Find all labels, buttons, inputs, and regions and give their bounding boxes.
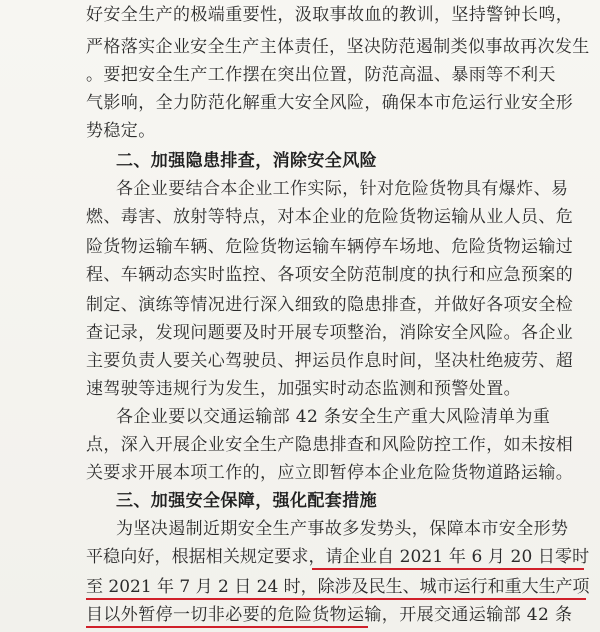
text-line-17: 关要求开展本项工作的，应立即暂停本企业危险货物道路运输。 — [86, 463, 574, 483]
text-line-19: 为坚决遏制近期安全生产事故多发势头，保障本市安全形势 — [116, 519, 569, 539]
text-line-11: 制定、演练等情况进行深入细致的隐患排查，并做好各项安全检 — [86, 295, 574, 315]
text-line-10: 程、车辆动态实时监控、各项安全防范制度的执行和应急预案的 — [86, 265, 574, 285]
section-heading-2: 二、加强隐患排查，消除安全风险 — [116, 151, 377, 171]
text-line-9: 险货物运输车辆、危险货物运输车辆停车场地、危险货物运输过 — [86, 237, 574, 257]
text-line-7: 各企业要结合本企业工作实际，针对危险货物具有爆炸、易 — [116, 179, 569, 199]
text-line-2: 严格落实企业安全生产主体责任，坚决防范遏制类似事故再次发生 — [86, 37, 590, 57]
text-line-22: 目以外暂停一切非必要的危险货物运输，开展交通运输部 42 条 — [86, 605, 573, 625]
text-line-1: 好安全生产的极端重要性，汲取事故血的教训，坚持警钟长鸣， — [86, 5, 574, 25]
text-line-5: 势稳定。 — [86, 121, 156, 141]
text-line-15: 各企业要以交通运输部 42 条安全生产重大风险清单为重 — [116, 407, 551, 427]
text-line-8: 燃、毒害、放射等特点，对本企业的危险货物运输从业人员、危 — [86, 207, 574, 227]
section-heading-3: 三、加强安全保障，强化配套措施 — [116, 491, 377, 511]
red-underline-3 — [86, 626, 368, 628]
text-line-21: 至 2021 年 7 月 2 日 24 时，除涉及民生、城市运行和重大生产项 — [86, 577, 590, 597]
text-line-3: 。要把安全生产工作摆在突出位置，防范高温、暴雨等不利天 — [86, 65, 556, 85]
text-line-14: 速驾驶等违规行为发生，加强实时动态监测和预警处置。 — [86, 379, 521, 399]
red-underline-1 — [312, 568, 584, 570]
text-line-13: 主要负责人要关心驾驶员、押运员作息时间，坚决杜绝疲劳、超 — [86, 351, 574, 371]
text-line-20: 平稳向好，根据相关规定要求，请企业自 2021 年 6 月 20 日零时 — [86, 547, 590, 567]
text-line-4: 气影响，全力防范化解重大安全风险，确保本市危运行业安全形 — [86, 93, 574, 113]
red-underline-2 — [86, 598, 586, 600]
text-line-16: 点，深入开展企业安全生产隐患排查和风险防控工作，如未按相 — [86, 435, 574, 455]
text-line-12: 查记录，发现问题要及时开展专项整治，消除安全风险。各企业 — [86, 323, 574, 343]
